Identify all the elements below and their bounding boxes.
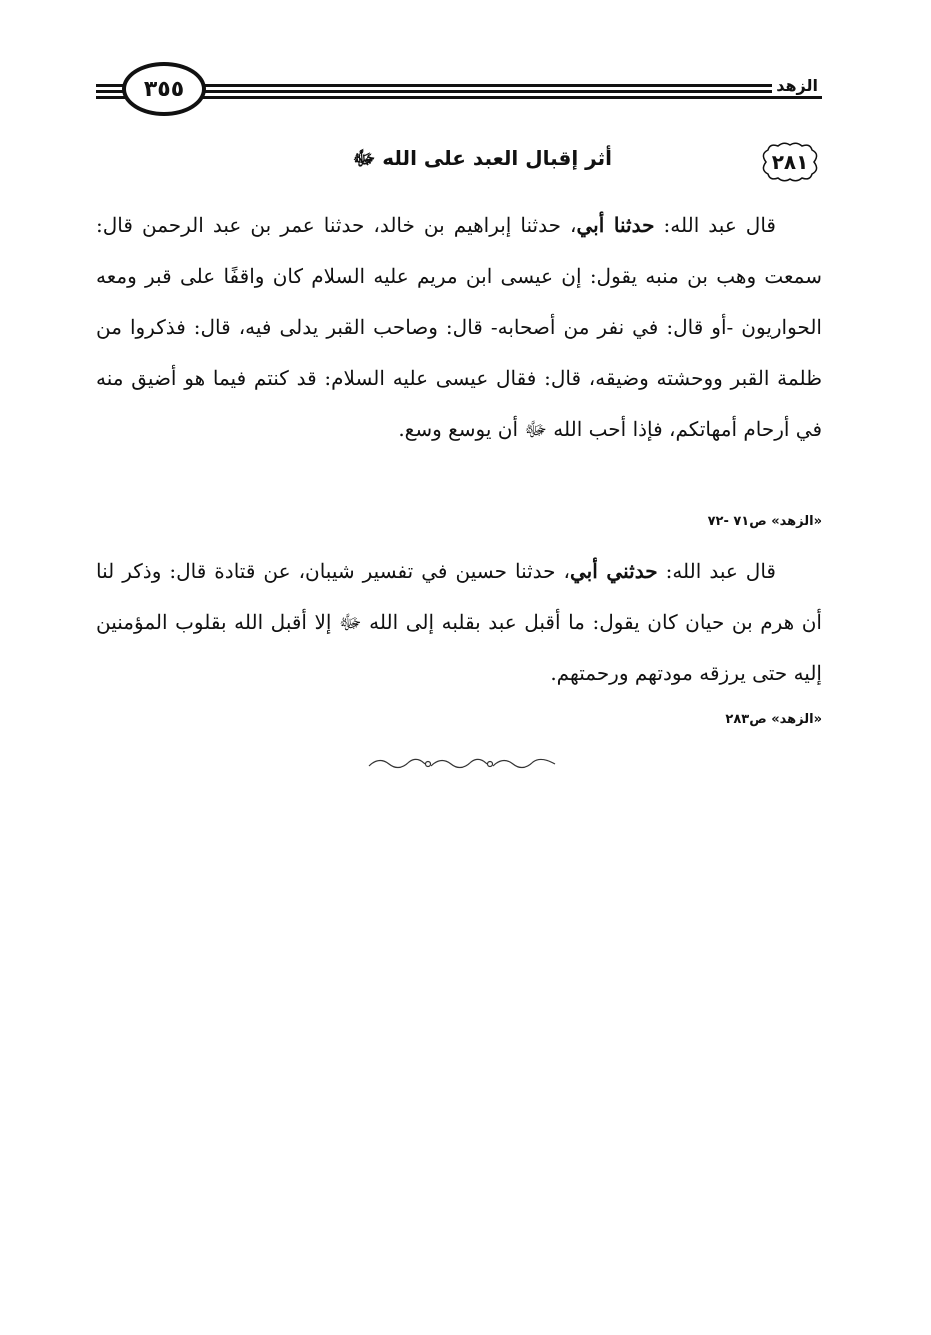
source-reference-second: «الزهد» ص٢٨٣ (725, 712, 822, 727)
passage-first-bold: حدثنا أبي (576, 213, 655, 237)
passage-first-intro: قال عبد الله: (654, 213, 776, 237)
passage-second (96, 546, 822, 699)
passage-second-body: ، حدثنا حسين في تفسير شيبان، عن قتادة قال: وذكر لنا أن هرم بن حيان كان يقول: ما أقبل عبد بقلبه إلى الله ﷻ إلا أقبل الله بقلوب المؤمنين إليه حتى يرزقه مودتهم ورحمتهم. (96, 559, 822, 685)
passage-second-intro: قال عبد الله: (657, 559, 776, 583)
page-header (96, 62, 822, 122)
section-number-badge (758, 140, 822, 184)
header-rule-bottom (96, 96, 822, 99)
section-title: أثر إقبال العبد على الله ﷻ (352, 146, 612, 170)
passage-first (96, 200, 822, 455)
source-reference-first: «الزهد» ص٧١ -٧٢ (707, 514, 822, 529)
closing-ornament-icon (365, 752, 560, 774)
page-number: ٣٥٥ (122, 62, 206, 116)
section-heading (96, 140, 822, 184)
passage-second-bold: حدثني أبي (570, 559, 658, 583)
section-number: ٢٨١ (771, 150, 809, 174)
running-title: الزهد (772, 76, 822, 95)
passage-first-body: ، حدثنا إبراهيم بن خالد، حدثنا عمر بن عبد الرحمن قال: سمعت وهب بن منبه يقول: إن عيسى ابن مريم عليه السلام كان واقفًا على قبر ومعه الحواريون -أو قال: في نفر من أصحابه- قال: وصاحب القبر يدلى فيه، قال: فذكروا من ظلمة القبر ووحشته وضيقه، قال: فقال عيسى عليه السلام: قد كنتم فيما هو أضيق منه في أرحام أمهاتكم، فإذا أحب الله ﷻ أن يوسع وسع. (96, 213, 822, 441)
